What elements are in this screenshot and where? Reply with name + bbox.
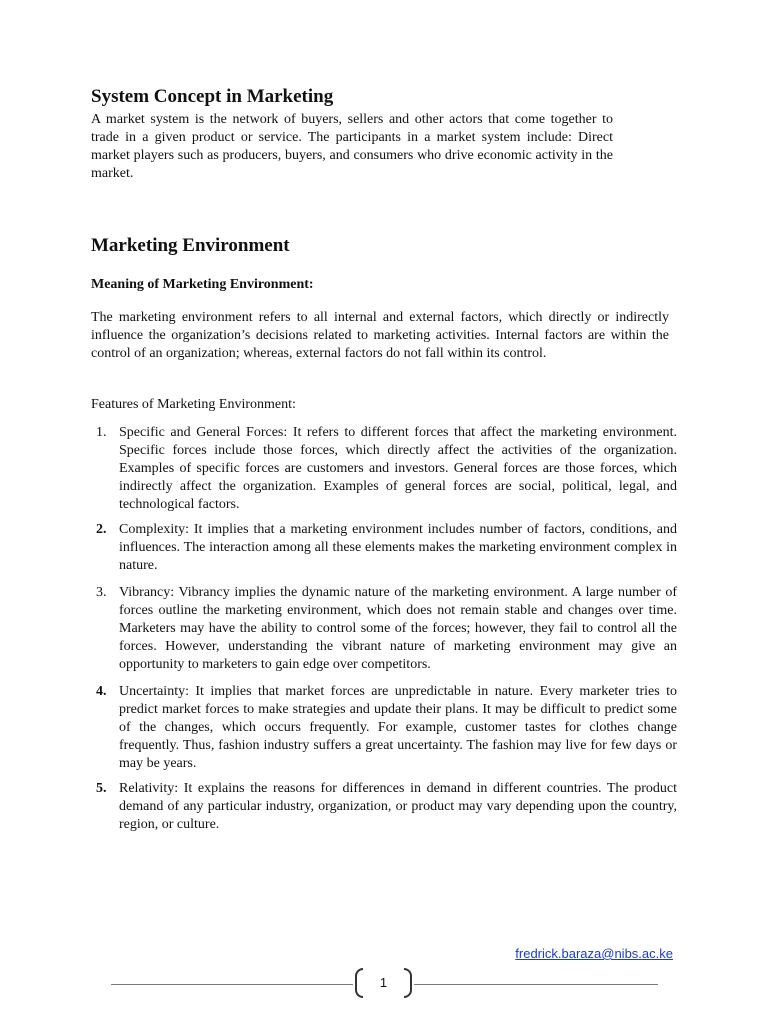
feature-number: 2. [96,522,107,537]
feature-text: Relativity: It explains the reasons for differences in demand in different countries. The product demand of any particular industry, organization, or product may vary depending upon the country, region, or culture. [119,781,677,832]
page-number-bracket-left [355,968,363,998]
feature-item [91,424,677,514]
feature-text: Vibrancy: Vibrancy implies the dynamic nature of the marketing environment. A large number of forces outline the marketing environment, which does not remain stable and changes over time. Marketers may have the ability to control some of the forces; however, they fail to control all the forces. However, understanding the vibrant nature of marketing environment may give an opportunity to marketers to gain edge over competitors. [119,585,677,672]
feature-item [91,683,677,773]
feature-text: Complexity: It implies that a marketing environment includes number of factors, conditions, and influences. The interaction among all these elements makes the marketing environment complex in nature. [119,522,677,573]
feature-number: 4. [96,684,107,699]
page-number: 1 [379,975,388,990]
system-concept-paragraph: A market system is the network of buyers, sellers and other actors that come together to trade in a given product or service. The participants in a market system include: Direct market players such as producers, buyers, and consumers who drive economic activity in the market. [91,112,613,181]
feature-text: Uncertainty: It implies that market forces are unpredictable in nature. Every marketer tries to predict market forces to make strategies and update their plans. It may be difficult to predict some of the changes, which occurs frequently. For example, customer tastes for clothes change frequently. Thus, fashion industry suffers a great uncertainty. The fashion may live for few days or may be years. [119,684,677,771]
page-number-bracket-right [404,968,412,998]
feature-item [91,584,677,674]
features-list [91,424,677,834]
feature-number: 3. [96,585,107,600]
section-title-marketing-environment: Marketing Environment [91,235,290,256]
meaning-paragraph: The marketing environment refers to all internal and external factors, which directly or indirectly influence the organization’s decisions related to marketing activities. Internal factors are within the control of an organization; whereas, external factors do not fall within its control. [91,310,669,361]
footer-rule-right [414,984,658,985]
feature-number: 5. [96,781,107,796]
feature-item [91,521,677,575]
footer-rule-left [111,984,353,985]
features-intro: Features of Marketing Environment: [91,397,296,412]
section-title-system-concept: System Concept in Marketing [91,86,334,107]
feature-item [91,780,677,834]
meaning-subheading: Meaning of Marketing Environment: [91,277,314,292]
author-email-link[interactable]: fredrick.baraza@nibs.ac.ke [515,946,673,961]
feature-number: 1. [96,425,107,440]
feature-text: Specific and General Forces: It refers to different forces that affect the marketing environment. Specific forces include those forces, which directly affect the activities of the organization. Examples of specific forces are customers and investors. General forces are those forces, which indirectly affect the organization. Examples of general forces are social, political, legal, and technological factors. [119,425,677,512]
